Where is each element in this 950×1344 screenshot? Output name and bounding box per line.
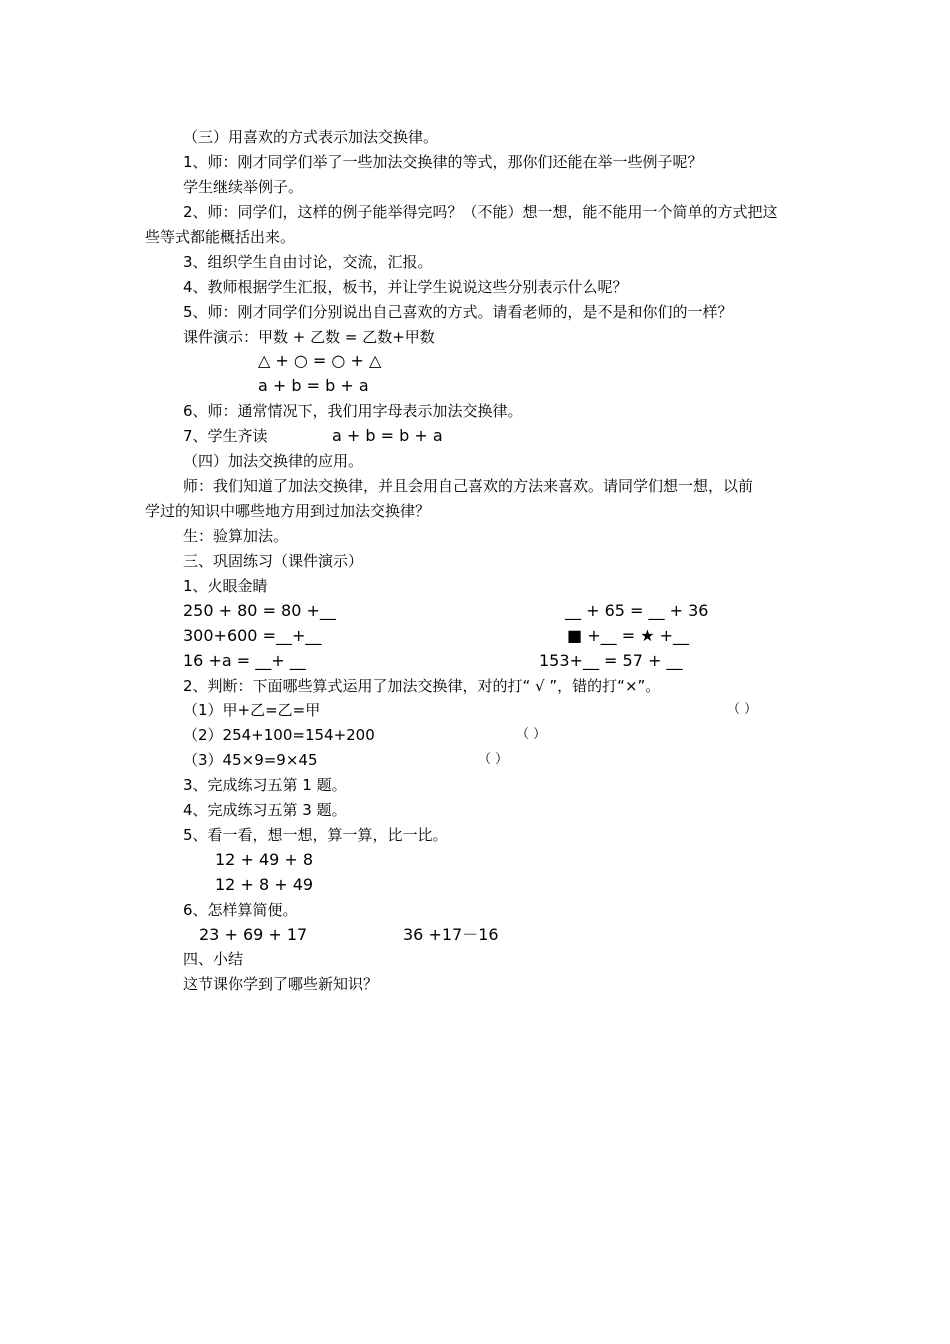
paragraph: 师：我们知道了加法交换律，并且会用自己喜欢的方法来喜欢。请同学们想一想，以前	[183, 477, 754, 495]
exercise-equation: 153+__ = 57 + __	[539, 651, 683, 670]
formula-letters: a + b = b + a	[332, 426, 443, 445]
paragraph: 3、组织学生自由讨论，交流，汇报。	[183, 253, 433, 271]
compare-expression: 12 + 8 + 49	[215, 875, 314, 894]
formula-letters: a + b = b + a	[258, 376, 369, 395]
paragraph: 2、判断：下面哪些算式运用了加法交换律，对的打“ √ ”，错的打“×”。	[183, 677, 661, 695]
section-heading: 四、小结	[183, 950, 244, 968]
paragraph: 1、火眼金睛	[183, 577, 268, 595]
paragraph: 3、完成练习五第 1 题。	[183, 776, 347, 794]
paragraph: 7、学生齐读	[183, 427, 268, 445]
paragraph: 4、完成练习五第 3 题。	[183, 801, 347, 819]
paragraph: 5、师：刚才同学们分别说出自己喜欢的方式。请看老师的，是不是和你们的一样？	[183, 303, 733, 321]
formula-shapes: △ + ○ = ○ + △	[258, 351, 382, 370]
paragraph: 学生继续举例子。	[183, 178, 304, 196]
paragraph: 6、师：通常情况下，我们用字母表示加法交换律。	[183, 402, 523, 420]
exercise-equation: 300+600 =__+__	[183, 626, 322, 645]
paragraph: 些等式都能概括出来。	[145, 228, 296, 246]
judgement-item: （3）45×9=9×45	[183, 751, 318, 769]
section-heading-4: （四）加法交换律的应用。	[183, 452, 364, 470]
exercise-equation: ■ +__ = ★ +__	[567, 626, 690, 645]
exercise-equation: 250 + 80 = 80 +__	[183, 601, 336, 620]
paragraph: 生：验算加法。	[183, 527, 289, 545]
exercise-equation: 16 +a = __+ __	[183, 651, 306, 670]
exercise-equation: __ + 65 = __ + 36	[565, 601, 709, 620]
paragraph: 2、师：同学们，这样的例子能举得完吗？（不能）想一想，能不能用一个简单的方式把这	[183, 203, 778, 221]
paragraph: 5、看一看，想一想，算一算，比一比。	[183, 826, 448, 844]
paragraph: 学过的知识中哪些地方用到过加法交换律？	[145, 502, 431, 520]
judgement-item: （2）254+100=154+200	[183, 726, 375, 744]
answer-parentheses: （ ）	[727, 702, 758, 717]
simplify-expression: 36 +17－16	[403, 925, 499, 944]
answer-parentheses: （ ）	[478, 752, 509, 767]
section-heading: 三、巩固练习（课件演示）	[183, 552, 364, 570]
judgement-item: （1）甲+乙=乙=甲	[183, 701, 321, 719]
paragraph: 1、师：刚才同学们举了一些加法交换律的等式，那你们还能在举一些例子呢？	[183, 153, 703, 171]
paragraph: 这节课你学到了哪些新知识？	[183, 975, 379, 993]
paragraph: 6、怎样算简便。	[183, 901, 298, 919]
paragraph: 4、教师根据学生汇报，板书，并让学生说说这些分别表示什么呢？	[183, 278, 628, 296]
paragraph: 课件演示：甲数 + 乙数 = 乙数+甲数	[183, 328, 435, 346]
compare-expression: 12 + 49 + 8	[215, 850, 314, 869]
answer-parentheses: （ ）	[516, 727, 547, 742]
simplify-expression: 23 + 69 + 17	[199, 925, 308, 944]
section-heading-3: （三）用喜欢的方式表示加法交换律。	[183, 128, 439, 146]
